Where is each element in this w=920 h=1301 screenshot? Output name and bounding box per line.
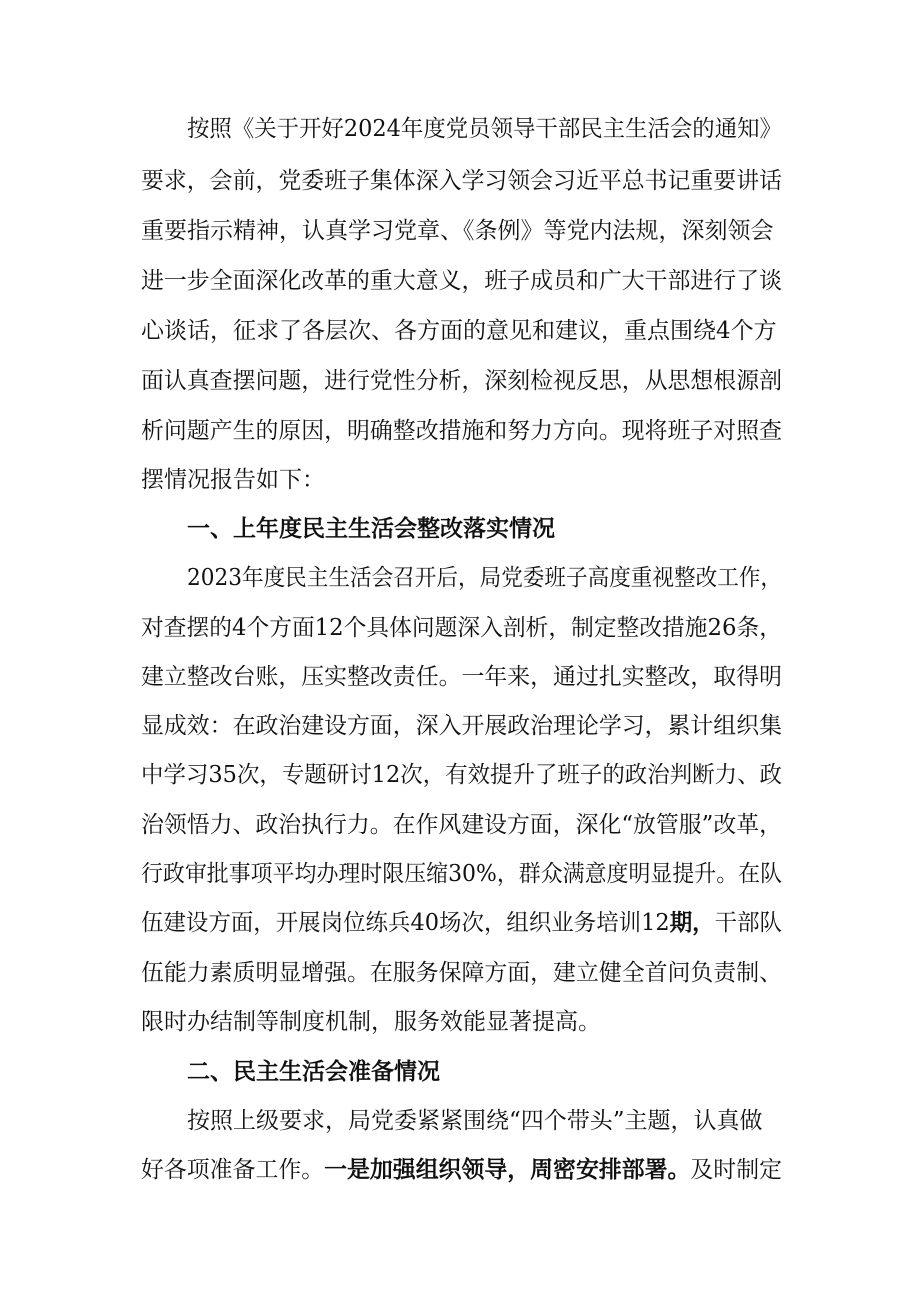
section-1-line-2 [0, 606, 920, 650]
intro-line-4-text: 进一步全面深化改革的重大意义，班子成员和广大干部进行了谈 [141, 268, 782, 294]
intro-line-1 [0, 107, 920, 151]
section-2-line-2 [0, 1148, 920, 1192]
section-1-line-4-text: 显成效：在政治建设方面，深入开展政治理论学习，累计组织集 [141, 713, 782, 739]
section-2-heading [0, 1050, 920, 1094]
intro-line-2 [0, 159, 920, 203]
section-1-line-5-text: 中学习35次，专题研讨12次，有效提升了班子的政治判断力、政 [141, 762, 782, 788]
section-1-heading [0, 507, 920, 551]
section-1-line-9 [0, 951, 920, 995]
section-2-line-2-bold: 一是加强组织领导，周密安排部署。 [324, 1157, 691, 1183]
section-1-line-7 [0, 852, 920, 896]
intro-line-5 [0, 309, 920, 353]
section-1-line-1 [0, 556, 920, 600]
section-2-line-1-text: 按照上级要求，局党委紧紧围绕“四个带头”主题，认真做 [187, 1108, 763, 1134]
section-1-line-5 [0, 753, 920, 797]
section-1-line-6-text: 治领悟力、政治执行力。在作风建设方面，深化“放管服”改革， [141, 812, 782, 838]
section-1-line-8 [0, 901, 920, 945]
intro-line-2-text: 要求，会前，党委班子集体深入学习领会习近平总书记重要讲话 [141, 168, 782, 194]
section-1-line-3 [0, 655, 920, 699]
intro-line-3-text: 重要指示精神，认真学习党章、《条例》等党内法规，深刻领会 [141, 218, 774, 244]
intro-line-1-text: 按照《关于开好2024年度党员领导干部民主生活会的通知》 [187, 116, 782, 142]
section-1-line-8-text-b: 干部队 [714, 910, 782, 936]
section-1-line-4 [0, 704, 920, 748]
section-2-heading-text: 二、民主生活会准备情况 [187, 1059, 440, 1085]
section-1-line-3-text: 建立整改台账，压实整改责任。一年来，通过扎实整改，取得明 [141, 664, 782, 690]
section-2-line-2-text-b: 及时制定 [690, 1157, 782, 1183]
section-1-line-10-text: 限时办结制等制度机制，服务效能显著提高。 [141, 1009, 601, 1035]
section-2-line-1 [0, 1099, 920, 1143]
intro-line-7-text: 析问题产生的原因，明确整改措施和努力方向。现将班子对照查 [141, 418, 782, 444]
section-1-line-6 [0, 803, 920, 847]
section-1-line-1-text: 2023年度民主生活会召开后，局党委班子高度重视整改工作， [187, 565, 783, 591]
intro-line-6 [0, 359, 920, 403]
intro-line-5-text: 心谈话，征求了各层次、各方面的意见和建议，重点围绕4个方 [141, 318, 777, 344]
section-1-line-8-bold: 期， [669, 910, 715, 936]
section-1-line-7-text: 行政审批事项平均办理时限压缩30%，群众满意度明显提升。在队 [141, 861, 783, 887]
section-1-line-10 [0, 1000, 920, 1044]
section-1-heading-text: 一、上年度民主生活会整改落实情况 [187, 516, 555, 542]
intro-line-3 [0, 209, 920, 253]
intro-line-7 [0, 409, 920, 453]
intro-line-4 [0, 259, 920, 303]
intro-line-6-text: 面认真查摆问题，进行党性分析，深刻检视反思，从思想根源剖 [141, 368, 782, 394]
section-1-line-9-text: 伍能力素质明显增强。在服务保障方面，建立健全首问负责制、 [141, 960, 782, 986]
section-1-line-2-text: 对查摆的4个方面12个具体问题深入剖析，制定整改措施26条， [141, 615, 782, 641]
intro-line-8 [0, 458, 920, 502]
section-2-line-2-text-a: 好各项准备工作。 [141, 1157, 325, 1183]
intro-line-8-text: 摆情况报告如下： [141, 467, 325, 493]
section-1-line-8-text-a: 伍建设方面，开展岗位练兵40场次，组织业务培训12 [141, 910, 670, 936]
